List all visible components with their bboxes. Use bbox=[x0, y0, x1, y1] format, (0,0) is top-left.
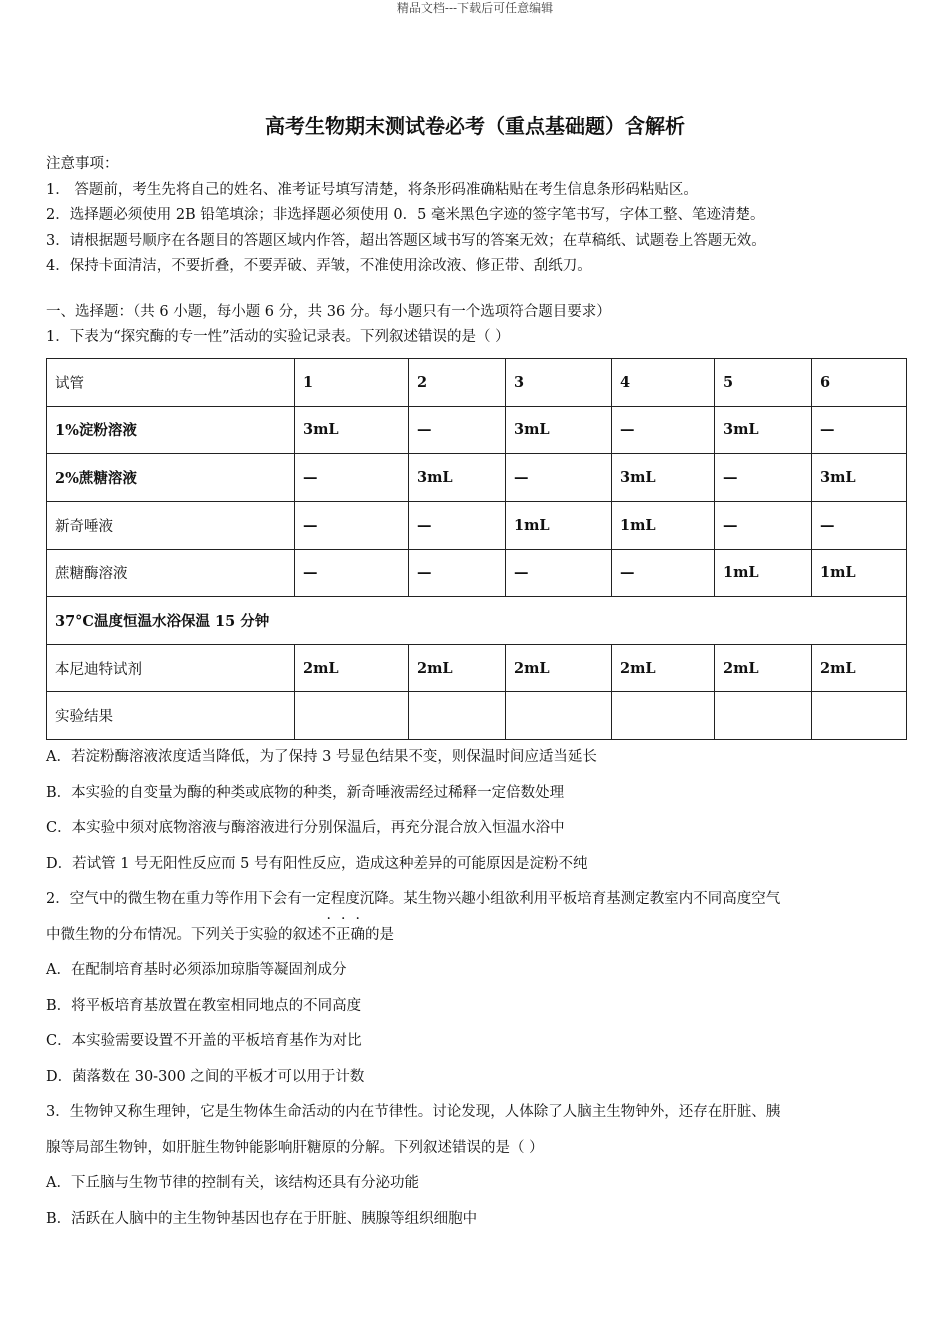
table-empty-cell bbox=[506, 692, 612, 740]
q2-stem-text: 中微生物的分布情况。下列关于实验的叙述 bbox=[46, 926, 322, 943]
table-cell: — bbox=[715, 454, 812, 502]
table-cell: — bbox=[812, 406, 907, 454]
note-item: 3．请根据题号顺序在各题目的答题区域内作答，超出答题区域书写的答案无效；在草稿纸、试题卷上答题无效。 bbox=[46, 232, 766, 249]
table-empty-cell bbox=[409, 692, 506, 740]
notes-section bbox=[46, 152, 906, 280]
q2-stem-text: 的是 bbox=[365, 926, 394, 943]
table-cell: — bbox=[506, 549, 612, 597]
table-cell: 2mL bbox=[812, 644, 907, 692]
table-cell: — bbox=[715, 501, 812, 549]
table-row bbox=[47, 406, 907, 454]
question-3-stem-line-1: 3．生物钟又称生理钟，它是生物体生命活动的内在节律性。讨论发现，人体除了人脑主生物钟外，还存在肝脏、胰 bbox=[46, 1104, 781, 1120]
q1-option-c: C．本实验中须对底物溶液与酶溶液进行分别保温后，再充分混合放入恒温水浴中 bbox=[46, 820, 565, 836]
question-1-stem: 1．下表为“探究酶的专一性”活动的实验记录表。下列叙述错误的是（ ） bbox=[46, 329, 510, 345]
table-cell: 3mL bbox=[612, 454, 715, 502]
table-cell: — bbox=[812, 501, 907, 549]
table-cell: 2mL bbox=[715, 644, 812, 692]
q3-option-b: B．活跃在人脑中的主生物钟基因也存在于肝脏、胰腺等组织细胞中 bbox=[46, 1210, 478, 1227]
question-3-stem-line-2: 腺等局部生物钟，如肝脏生物钟能影响肝糖原的分解。下列叙述错误的是（ ） bbox=[46, 1139, 544, 1156]
table-cell: 3mL bbox=[295, 406, 409, 454]
table-cell: 6 bbox=[812, 359, 907, 407]
table-cell: 1mL bbox=[715, 549, 812, 597]
table-row bbox=[47, 597, 907, 645]
table-cell: — bbox=[295, 501, 409, 549]
table-cell: — bbox=[612, 406, 715, 454]
q2-option-b: B．将平板培育基放置在教室相同地点的不同高度 bbox=[46, 997, 362, 1014]
table-cell: 3mL bbox=[812, 454, 907, 502]
table-cell: — bbox=[506, 454, 612, 502]
note-item: 2．选择题必须使用 2B 铅笔填涂；非选择题必须使用 0．5 毫米黑色字迹的签字笔书写，字体工整、笔迹清楚。 bbox=[46, 207, 765, 223]
notes-heading: 注意事项： bbox=[46, 156, 119, 172]
table-cell: 3mL bbox=[506, 406, 612, 454]
question-2-stem-line-2 bbox=[46, 918, 906, 954]
table-empty-cell bbox=[812, 692, 907, 740]
table-cell: 1mL bbox=[506, 501, 612, 549]
table-cell: — bbox=[612, 549, 715, 597]
table-cell: 5 bbox=[715, 359, 812, 407]
emphasis-char: 正 bbox=[336, 926, 351, 943]
table-row bbox=[47, 644, 907, 692]
table-span-cell: 37°C温度恒温水浴保温 15 分钟 bbox=[47, 597, 907, 645]
table-row bbox=[47, 549, 907, 597]
table-cell: — bbox=[295, 454, 409, 502]
table-cell: — bbox=[409, 549, 506, 597]
table-cell: 2%蔗糖溶液 bbox=[47, 454, 295, 502]
q1-option-d: D．若试管 1 号无阳性反应而 5 号有阳性反应，造成这种差异的可能原因是淀粉不纯 bbox=[46, 855, 588, 872]
table-cell: 试管 bbox=[47, 359, 295, 407]
question-2-stem-line-1: 2．空气中的微生物在重力等作用下会有一定程度沉降。某生物兴趣小组欲利用平板培育基测定教室内不同高度空气 bbox=[46, 891, 781, 907]
table-cell: — bbox=[409, 406, 506, 454]
table-row bbox=[47, 692, 907, 740]
table-cell: 2mL bbox=[295, 644, 409, 692]
table-cell: 2 bbox=[409, 359, 506, 407]
section-heading: 一、选择题：（共 6 小题，每小题 6 分，共 36 分。每小题只有一个选项符合题目要求） bbox=[46, 304, 611, 320]
table-row bbox=[47, 454, 907, 502]
table-cell: 2mL bbox=[409, 644, 506, 692]
table-header-row bbox=[47, 359, 907, 407]
q2-option-a: A．在配制培育基时必须添加琼脂等凝固剂成分 bbox=[46, 962, 347, 978]
table-row bbox=[47, 501, 907, 549]
table-cell: 本尼迪特试剂 bbox=[47, 644, 295, 692]
table-cell: 3mL bbox=[409, 454, 506, 502]
table-cell: 1mL bbox=[812, 549, 907, 597]
table-empty-cell bbox=[612, 692, 715, 740]
emphasis-char: 确 bbox=[350, 926, 365, 943]
questions-body bbox=[46, 740, 906, 1237]
q1-option-b: B．本实验的自变量为酶的种类或底物的种类，新奇唾液需经过稀释一定倍数处理 bbox=[46, 784, 565, 801]
table-cell: 1%淀粉溶液 bbox=[47, 406, 295, 454]
table-cell: 1mL bbox=[612, 501, 715, 549]
q3-option-a: A．下丘脑与生物节律的控制有关，该结构还具有分泌功能 bbox=[46, 1175, 419, 1191]
table-cell: 3mL bbox=[715, 406, 812, 454]
q2-option-c: C．本实验需要设置不开盖的平板培育基作为对比 bbox=[46, 1033, 362, 1049]
table-cell: 蔗糖酶溶液 bbox=[47, 549, 295, 597]
document-title: 高考生物期末测试卷必考（重点基础题）含解析 bbox=[265, 114, 685, 138]
table-cell: 2mL bbox=[612, 644, 715, 692]
table-empty-cell bbox=[715, 692, 812, 740]
document-header-note: 精品文档---下载后可任意编辑 bbox=[396, 1, 554, 15]
q1-option-a: A．若淀粉酶溶液浓度适当降低，为了保持 3 号显色结果不变，则保温时间应适当延长 bbox=[46, 749, 597, 765]
table-cell: — bbox=[409, 501, 506, 549]
table-cell: 新奇唾液 bbox=[47, 501, 295, 549]
table-empty-cell bbox=[295, 692, 409, 740]
table-cell: 1 bbox=[295, 359, 409, 407]
experiment-table bbox=[46, 358, 907, 740]
emphasis-char: 不 bbox=[321, 926, 336, 943]
table-cell: 4 bbox=[612, 359, 715, 407]
table-cell: 3 bbox=[506, 359, 612, 407]
table-cell: 2mL bbox=[506, 644, 612, 692]
table-cell: — bbox=[295, 549, 409, 597]
note-item: 1． 答题前，考生先将自己的姓名、准考证号填写清楚，将条形码准确粘贴在考生信息条形码粘贴区。 bbox=[46, 181, 698, 198]
q2-option-d: D．菌落数在 30-300 之间的平板才可以用于计数 bbox=[46, 1068, 365, 1085]
table-cell: 实验结果 bbox=[47, 692, 295, 740]
note-item: 4．保持卡面清洁，不要折叠，不要弄破、弄皱，不准使用涂改液、修正带、刮纸刀。 bbox=[46, 258, 592, 274]
